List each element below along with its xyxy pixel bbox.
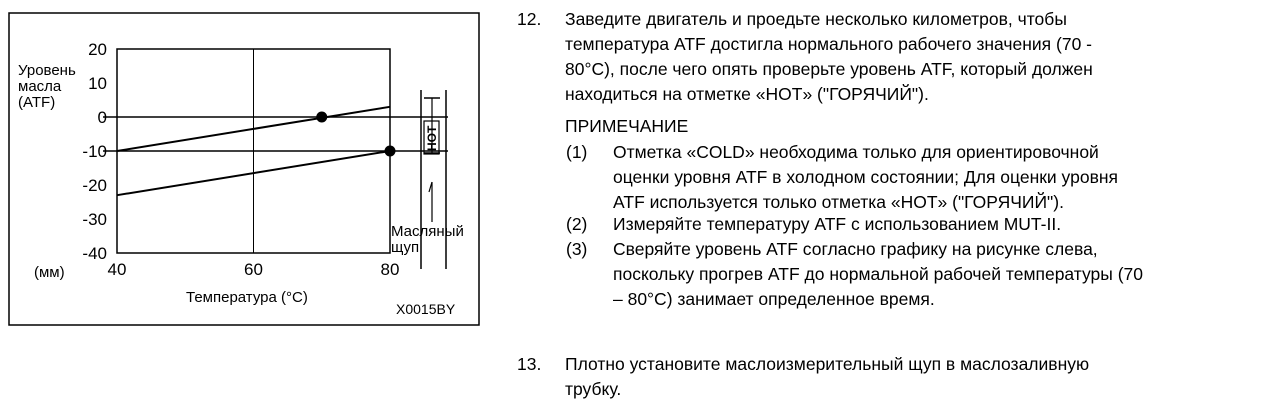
step-12-line-1: Заведите двигатель и проедьте несколько километров, чтобы (565, 9, 1067, 29)
note-2-number: (2) (566, 214, 588, 234)
x-tick-label: 80 (380, 260, 400, 279)
note-3-number: (3) (566, 239, 588, 259)
hot-mark-label: HOT (425, 125, 439, 151)
x-tick-label: 40 (107, 260, 127, 279)
y-tick-label: -30 (82, 210, 107, 229)
x-axis-label: Температура (°C) (186, 289, 308, 306)
note-1-line-2: оценки уровня ATF в холодном состоянии; Для оценки уровня (613, 167, 1119, 187)
step-12-line-3: 80°C), после чего опять проверьте уровень ATF, который должен (565, 59, 1093, 79)
unit-label: (мм) (34, 264, 65, 281)
note-2-line-1: Измеряйте температуру ATF с использованием MUT-II. (613, 214, 1062, 234)
y-tick-label: 20 (88, 40, 107, 59)
figure-code: X0015BY (396, 301, 456, 317)
chart-markers (316, 112, 395, 157)
step-13-number: 13. (517, 354, 542, 374)
atf-level-chart-figure (8, 12, 480, 326)
step-13-line-1: Плотно установите маслоизмерительный щуп в маслозаливную (565, 354, 1090, 374)
y-axis-label-line-2: масла (18, 78, 62, 95)
step-12-text (565, 7, 1093, 107)
note-3-line-3: – 80°C) занимает определенное время. (613, 289, 935, 309)
note-title: ПРИМЕЧАНИЕ (565, 116, 689, 136)
note-1-text (613, 140, 1118, 215)
step-12-line-4: находиться на отметке «HOT» ("ГОРЯЧИЙ"). (565, 84, 929, 104)
y-tick-label: -10 (82, 142, 107, 161)
note-1-number: (1) (566, 142, 588, 162)
step-12-line-2: температура ATF достигла нормального рабочего значения (70 - (565, 34, 1093, 54)
note-1-line-1: Отметка «COLD» необходима только для ориентировочной (613, 142, 1099, 162)
y-tick-label: -20 (82, 176, 107, 195)
dipstick-label-line-2: щуп (391, 239, 420, 256)
x-tick-label: 60 (244, 260, 263, 279)
note-3-line-1: Сверяйте уровень ATF согласно графику на рисунке слева, (613, 239, 1098, 259)
step-12-number: 12. (517, 9, 542, 29)
dipstick-label-line-1: Масляный (391, 223, 464, 240)
y-tick-label: -40 (82, 244, 107, 263)
note-1-line-3: ATF используется только отметка «HOT» ("ГОРЯЧИЙ"). (613, 192, 1064, 212)
note-3-text (613, 237, 1143, 312)
data-point-marker (316, 112, 327, 123)
note-3-line-2: поскольку прогрев ATF до нормальной рабочей температуры (70 (613, 264, 1144, 284)
y-tick-label: 0 (97, 108, 107, 127)
step-13-text (565, 352, 1089, 402)
chart-tick-labels (82, 40, 399, 279)
y-axis-label-line-1: Уровень (18, 62, 76, 79)
data-point-marker (385, 146, 396, 157)
step-13-line-2: трубку. (565, 379, 622, 399)
note-2-text (613, 212, 1061, 237)
y-tick-label: 10 (88, 74, 107, 93)
y-axis-label-line-3: (ATF) (18, 94, 56, 111)
